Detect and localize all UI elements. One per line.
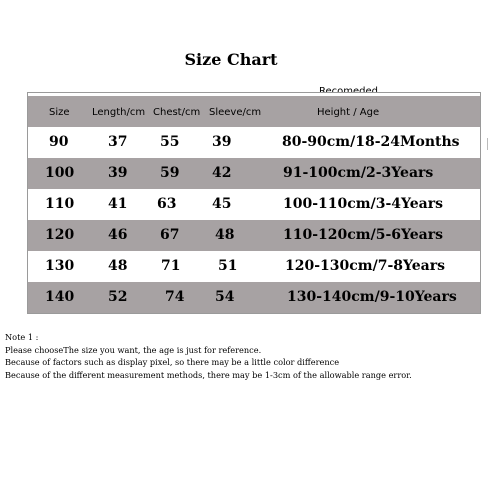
cell-chest: 63 bbox=[157, 196, 177, 212]
notes-line-3: Because of the different measurement methods, there may be 1-3cm of the allowable range error. bbox=[5, 369, 412, 380]
table-row bbox=[28, 189, 480, 220]
cell-height-age: 120-130cm/7-8Years bbox=[285, 258, 446, 274]
edge-mark bbox=[486, 138, 489, 150]
cell-height-age: 110-120cm/5-6Years bbox=[283, 227, 444, 243]
cell-sleeve: 42 bbox=[212, 165, 232, 181]
notes-line-2: Because of factors such as display pixel, so there may be a little color difference bbox=[5, 357, 340, 367]
cell-height-age: 130-140cm/9-10Years bbox=[287, 289, 457, 305]
header-chest: Chest/cm bbox=[153, 107, 201, 118]
cell-sleeve: 39 bbox=[212, 134, 232, 150]
cell-chest: 55 bbox=[160, 134, 180, 150]
cell-length: 37 bbox=[108, 134, 128, 150]
size-table bbox=[27, 92, 481, 314]
cell-length: 46 bbox=[108, 227, 128, 243]
cell-size: 140 bbox=[45, 289, 75, 305]
cell-sleeve: 45 bbox=[212, 196, 232, 212]
cell-chest: 71 bbox=[161, 258, 181, 274]
cell-chest: 59 bbox=[160, 165, 180, 181]
cell-height-age: 100-110cm/3-4Years bbox=[283, 196, 444, 212]
cell-size: 100 bbox=[45, 165, 75, 181]
table-row bbox=[28, 158, 480, 189]
cell-chest: 74 bbox=[165, 289, 185, 305]
notes-block bbox=[5, 331, 500, 381]
cell-height-age: 80-90cm/18-24Months bbox=[282, 134, 460, 150]
cell-length: 41 bbox=[108, 196, 128, 212]
header-length: Length/cm bbox=[92, 107, 146, 118]
cell-length: 39 bbox=[108, 165, 128, 181]
notes-heading: Note 1 : bbox=[5, 332, 39, 342]
table-row bbox=[28, 282, 480, 313]
cell-length: 48 bbox=[108, 258, 128, 274]
cell-height-age: 91-100cm/2-3Years bbox=[283, 165, 434, 181]
cell-size: 120 bbox=[45, 227, 75, 243]
cell-sleeve: 48 bbox=[215, 227, 235, 243]
header-sleeve: Sleeve/cm bbox=[209, 107, 262, 118]
notes-line-1: Please chooseThe size you want, the age is just for reference. bbox=[5, 344, 262, 355]
cell-size: 110 bbox=[45, 196, 75, 212]
header-height-age: Height / Age bbox=[317, 107, 380, 118]
cell-sleeve: 51 bbox=[218, 258, 238, 274]
table-row bbox=[28, 127, 480, 158]
cell-chest: 67 bbox=[160, 227, 180, 243]
table-row bbox=[28, 220, 480, 251]
cell-size: 90 bbox=[49, 134, 69, 150]
table-row bbox=[28, 251, 480, 282]
cell-length: 52 bbox=[108, 289, 128, 305]
cell-sleeve: 54 bbox=[215, 289, 235, 305]
table-header-row bbox=[28, 96, 480, 127]
header-size: Size bbox=[49, 107, 70, 118]
cell-size: 130 bbox=[45, 258, 75, 274]
chart-title: Size Chart bbox=[184, 50, 278, 69]
